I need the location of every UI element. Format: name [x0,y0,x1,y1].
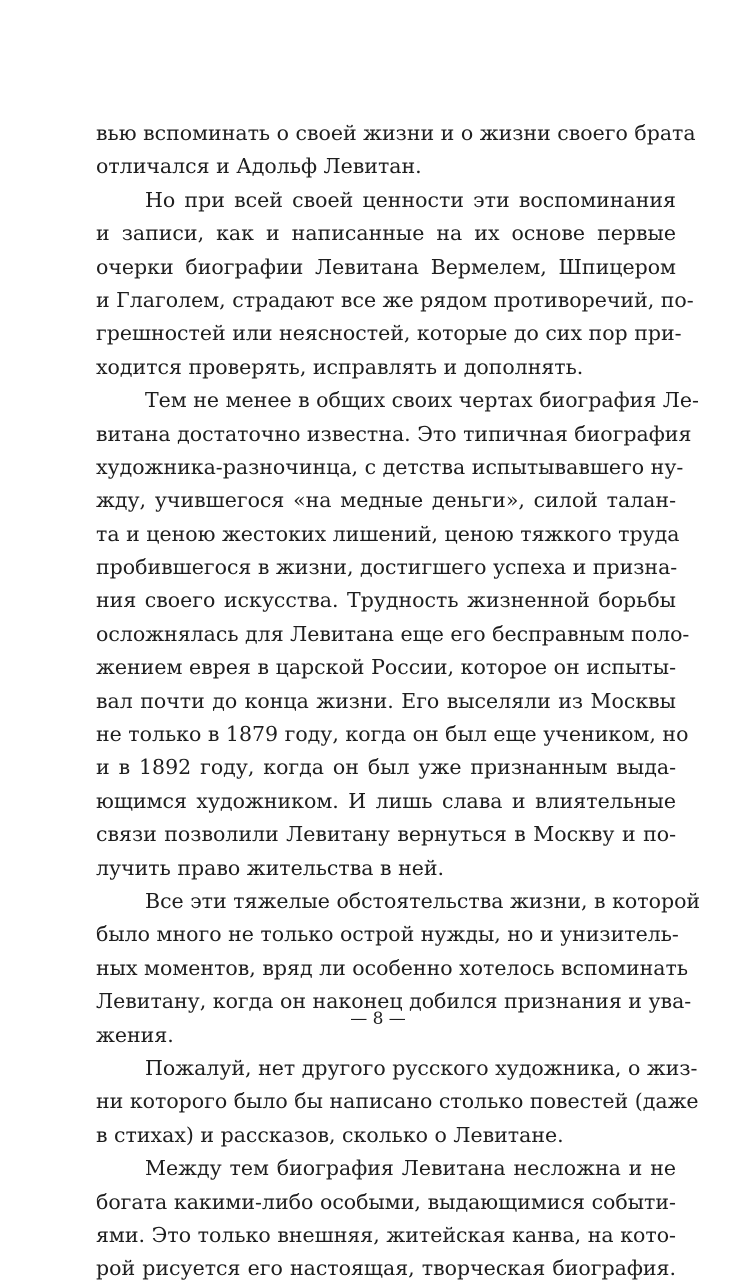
body-text [96,117,701,1286]
text-line: Между тем биография Левитана несложна и не [145,1156,676,1181]
text-line: жением еврея в царской России, которое он испыты- [96,655,676,680]
text-line: ющимся художником. И лишь слава и влиятельные [96,788,676,813]
text-line: Но при всей своей ценности эти воспоминания [145,187,676,212]
text-line: не только в 1879 году, когда он был еще учеником, но [96,722,689,747]
text-line: грешностей или неясностей, которые до сих пор при- [96,321,682,346]
text-line: ных моментов, вряд ли особенно хотелось вспоминать [96,955,689,980]
text-line: ния своего искусства. Трудность жизненной борьбы [96,588,676,613]
text-line: пробившегося в жизни, достигшего успеха и призна- [96,555,678,580]
paragraph [96,384,699,885]
text-line: и записи, как и написанные на их основе первые [96,221,676,246]
page-number: — 8 — [350,1009,406,1029]
text-line: и в 1892 году, когда он был уже признанным выда- [96,755,676,780]
paragraph [96,1052,699,1152]
text-line: осложнялась для Левитана еще его бесправным поло- [96,621,690,646]
text-line: витана достаточно известна. Это типичная биография [96,421,692,446]
text-line: ходится проверять, исправлять и дополнять. [96,354,584,379]
paragraph [96,1152,676,1286]
text-line: рой рисуется его настоящая, творческая биография. [96,1256,676,1281]
text-line: отличался и Адольф Левитан. [96,154,422,179]
text-line: художника-разночинца, с детства испытывавшего ну- [96,454,684,479]
text-line: связи позволили Левитану вернуться в Москву и по- [96,822,676,847]
text-line: жду, учившегося «на медные деньги», силой талан- [96,488,676,513]
text-line: лучить право жительства в ней. [96,855,445,880]
text-line: жения. [96,1022,174,1047]
text-line: богата какими-либо особыми, выдающимися событи- [96,1189,676,1214]
text-line: Все эти тяжелые обстоятельства жизни, в которой [145,888,701,913]
text-line: очерки биографии Левитана Вермелем, Шпицером [96,254,676,279]
text-line: и Глаголем, страдают все же рядом противоречий, по- [96,287,694,312]
text-line: вал почти до конца жизни. Его выселяли из Москвы [96,688,676,713]
text-line: ни которого было бы написано столько повестей (даже [96,1089,699,1114]
text-line: было много не только острой нужды, но и унизитель- [96,922,679,947]
paragraph [96,117,696,184]
text-line: та и ценою жестоких лишений, ценою тяжкого труда [96,521,680,546]
text-line: в стихах) и рассказов, сколько о Левитане. [96,1122,564,1147]
text-line: Левитану, когда он наконец добился признания и ува- [96,989,692,1014]
text-line: Тем не менее в общих своих чертах биография Ле- [145,388,699,413]
text-line: Пожалуй, нет другого русского художника, о жиз- [145,1055,698,1080]
text-line: ями. Это только внешняя, житейская канва, на кото- [96,1222,676,1247]
text-line: вью вспоминать о своей жизни и о жизни своего брата [96,121,696,145]
paragraph [96,184,694,384]
